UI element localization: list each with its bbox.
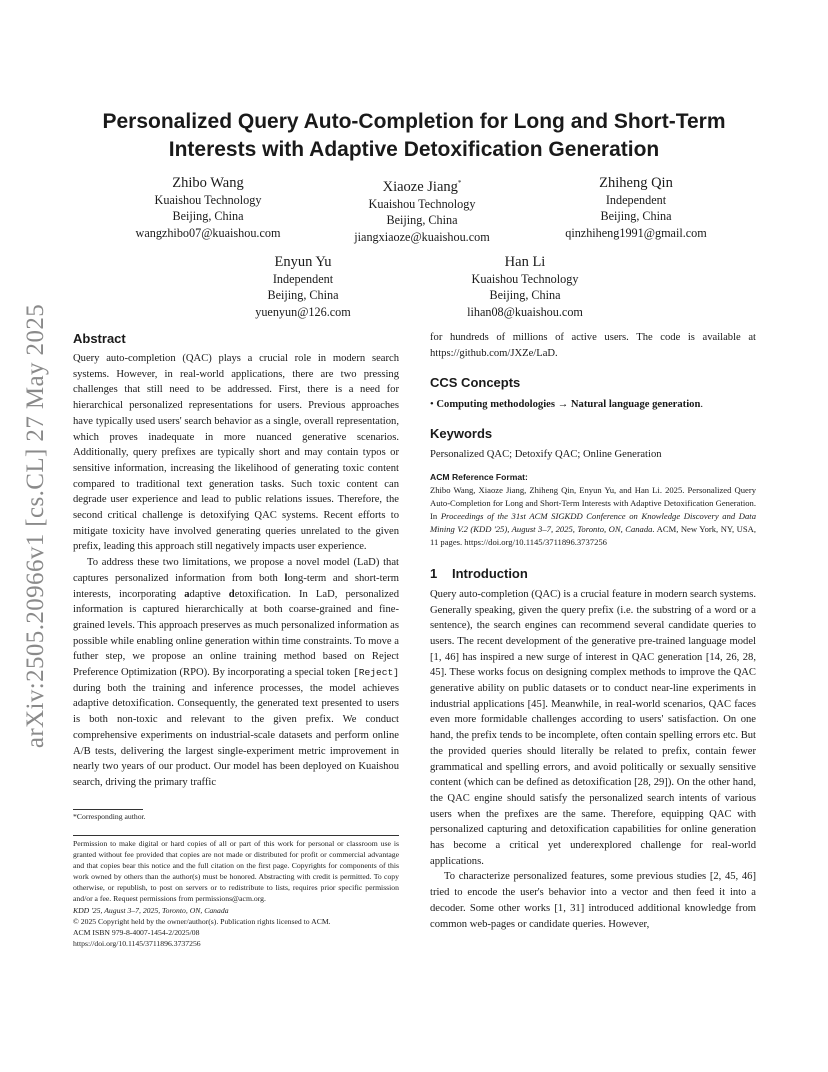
abstract-continuation: for hundreds of millions of active users. The code is available at https://github.com/JXZe/LaD.: [430, 332, 756, 359]
paper-title: Personalized Query Auto-Completion for Long and Short-Term Interests with Adaptive Detoxification Generation: [102, 110, 726, 161]
arxiv-identifier-stamp: [14, 296, 58, 756]
author-name: Enyun Yu: [274, 254, 332, 270]
abstract-text-span: during both the training and inference processes, the model achieves adaptive detoxification. Consequently, the generated text presented to users is both non-toxic and relevant to the given prefix. We conduct comprehensive experiments on industrial-scale datasets and perform online A/B tests, delivering the largest single-experiment metric improvement in nearly two years of our product. Our model has been deployed on Kuaishou search, driving the primary traffic: [73, 682, 399, 788]
author-affiliation: Independent: [605, 193, 667, 207]
footnote-rule: [73, 809, 143, 810]
keywords-text: Personalized QAC; Detoxify QAC; Online Generation: [430, 449, 662, 461]
ccs-period: .: [700, 399, 703, 411]
author-affiliation: Kuaishou Technology: [368, 196, 476, 211]
abstract-text-span: etoxification. In LaD, personalized information is captured hierarchically at both coarse-grained and fine-grained levels. This approach preserves as much personalized information as possible while enabling online generation within time constraints. To move a futher step, we propose an online training method based on Reject Preference Optimization (RPO). By incorporating a special token: [73, 588, 399, 679]
author-location: Beijing, China: [172, 209, 244, 224]
copyright-notice: © 2025 Copyright held by the owner/author(s). Publication rights licensed to ACM.: [73, 916, 331, 926]
acm-reference-text: [430, 484, 756, 549]
author-affiliation: Independent: [272, 272, 334, 286]
author-location: Beijing, China: [267, 288, 339, 303]
left-column: [73, 330, 399, 791]
introduction-heading: [430, 565, 756, 583]
paper-doi: https://doi.org/10.1145/3711896.3737256: [73, 938, 201, 948]
author-email: qinzhiheng1991@gmail.com: [565, 225, 707, 240]
conference-venue: KDD '25, August 3–7, 2025, Toronto, ON, Canada: [73, 905, 229, 915]
author-name-text: Xiaoze Jiang: [382, 178, 458, 195]
author-name: Zhiheng Qin: [599, 175, 673, 191]
author-location: Beijing, China: [386, 213, 458, 228]
section-title: Introduction: [452, 565, 528, 581]
reject-token: [Reject]: [352, 667, 399, 679]
permission-block: [73, 838, 399, 949]
ccs-concept-line: [430, 397, 756, 413]
acm-isbn: ACM ISBN 979-8-4007-1454-2/2025/08: [73, 927, 200, 937]
author-block-4: [173, 253, 433, 320]
ccs-concept: Computing methodologies → Natural language generation: [436, 399, 701, 411]
acm-reference-span: ACM, New York, NY, USA, 11 pages. https://doi.org/10.1145/3711896.3737256: [430, 523, 756, 547]
author-affiliation: Kuaishou Technology: [154, 193, 262, 207]
acm-reference-venue: Proceedings of the 31st ACM SIGKDD Conference on Knowledge Discovery and Data Mining V.2 (KDD '25), August 3–7, 2025, Toronto, ON, Canada.: [430, 510, 756, 534]
author-location: Beijing, China: [600, 209, 672, 224]
introduction-paragraph-2: To characterize personalized features, some previous studies [2, 45, 46] tried to encode the user's behavior into a vector and then feed it into a decoder. Some other works [1, 31] introduced additional knowledge from common web-pages or candidate queries. However,: [430, 871, 756, 930]
abstract-paragraph-2: [73, 555, 399, 791]
author-email: wangzhibo07@kuaishou.com: [135, 225, 281, 240]
bold-initial-d: d: [228, 588, 235, 600]
author-name: Han Li: [504, 254, 546, 270]
keywords-heading: Keywords: [430, 426, 493, 442]
acm-reference-heading: ACM Reference Format:: [430, 471, 528, 482]
acm-reference-span: Zhibo Wang, Xiaoze Jiang, Zhiheng Qin, Enyun Yu, and Han Li. 2025. Personalized Query Auto-Completion for Long and Short-Term Interests with Adaptive Detoxification Generation. In: [430, 484, 756, 521]
permission-text: Permission to make digital or hard copies of all or part of this work for personal or classroom use is granted without fee provided that copies are not made or distributed for profit or commercial advantage and that copies bear this notice and the full citation on the first page. Copyrights for components of this work owned by others than the author(s) must be honored. Abstracting with credit is permitted. To copy otherwise, or republish, to post on servers or to redistribute to lists, requires prior specific permission and/or a fee. Request permissions from permissions@acm.org.: [73, 839, 399, 904]
abstract-text-span: To address these two limitations, we propose a novel model (LaD) that captures personalized information from both: [73, 557, 399, 584]
bullet-icon: •: [430, 399, 434, 411]
author-name: Zhibo Wang: [172, 175, 244, 191]
author-location: Beijing, China: [489, 288, 561, 303]
author-block-5: [395, 253, 655, 320]
author-block-3: [506, 174, 766, 241]
section-number: 1: [430, 565, 438, 581]
abstract-paragraph-1: Query auto-completion (QAC) plays a crucial role in modern search systems. However, in real-world applications, there are two pressing challenges that still need to be addressed. First, there is a need for hierarchical personalized representations for users. Previous approaches have typically used users' search behavior as a single, overall representation, which proves inadequate in more nuanced generative scenarios. Additionally, query prefixes are typically short and may contain typos or sensitive information, increasing the likelihood of generating toxic content compared to traditional text generation tasks. Such toxic content can degrade user experience and lead to public relations issues. Therefore, the second critical challenge is detoxifying QAC systems. Recent efforts to mitigate toxicity have involved generating queries unrelated to the given prefix, leading this approach still negatively impacts user experience.: [73, 353, 399, 553]
corresponding-author-footnote: *Corresponding author.: [73, 812, 146, 821]
right-column: [430, 330, 756, 932]
arxiv-identifier-text: arXiv:2505.20966v1 [cs.CL] 27 May 2025: [22, 303, 50, 749]
corresponding-author-mark: *: [457, 179, 462, 187]
abstract-text-span: ong-term and short-term interests, incorporating: [73, 572, 399, 600]
abstract-heading: Abstract: [73, 331, 126, 346]
author-affiliation: Kuaishou Technology: [471, 272, 579, 286]
abstract-text-span: daptive: [189, 588, 229, 600]
bold-initial-l: l: [284, 572, 288, 584]
ccs-heading: CCS Concepts: [430, 375, 521, 391]
author-email: jiangxiaoze@kuaishou.com: [354, 229, 490, 244]
permission-rule: [73, 835, 399, 836]
author-email: yuenyun@126.com: [255, 304, 351, 319]
bold-initial-a: a: [184, 588, 190, 600]
acm-reference-block: [430, 471, 756, 549]
introduction-paragraph-1: Query auto-completion (QAC) is a crucial feature in modern search systems. Generally speaking, given the query prefix (i.e. the substring of a word or a sentence), the search engines can recommend several candidate queries to users. The recent development of the generative pre-trained language model [1, 46] has inspired a new surge of interest in QAC generation [14, 26, 28, 45]. These works focus on designing complex methods to improve the QAC generative ability on public datasets or to conduct near-line experiments in industrial applications [45]. Meanwhile, in real-world scenarios, QAC faces even more formidable challenges according to users' satisfaction. On one hand, the prefix tends to be incomplete, often contain spelling errors etc. But the provided queries should literally be related to prefix, contain fewer grammatical and spelling errors, and avoid politically or sexually sensitive content (which can be defined as detoxification [28, 29]). On the other hand, the QAC engine should satisfy the personalized search intents of various users when the prefixes are the same. Therefore, equipping QAC with personalized capturing and detoxification capabilities for online generation has become a critical yet underexplored challenge for real-world applications.: [430, 588, 756, 867]
author-email: lihan08@kuaishou.com: [467, 304, 583, 319]
